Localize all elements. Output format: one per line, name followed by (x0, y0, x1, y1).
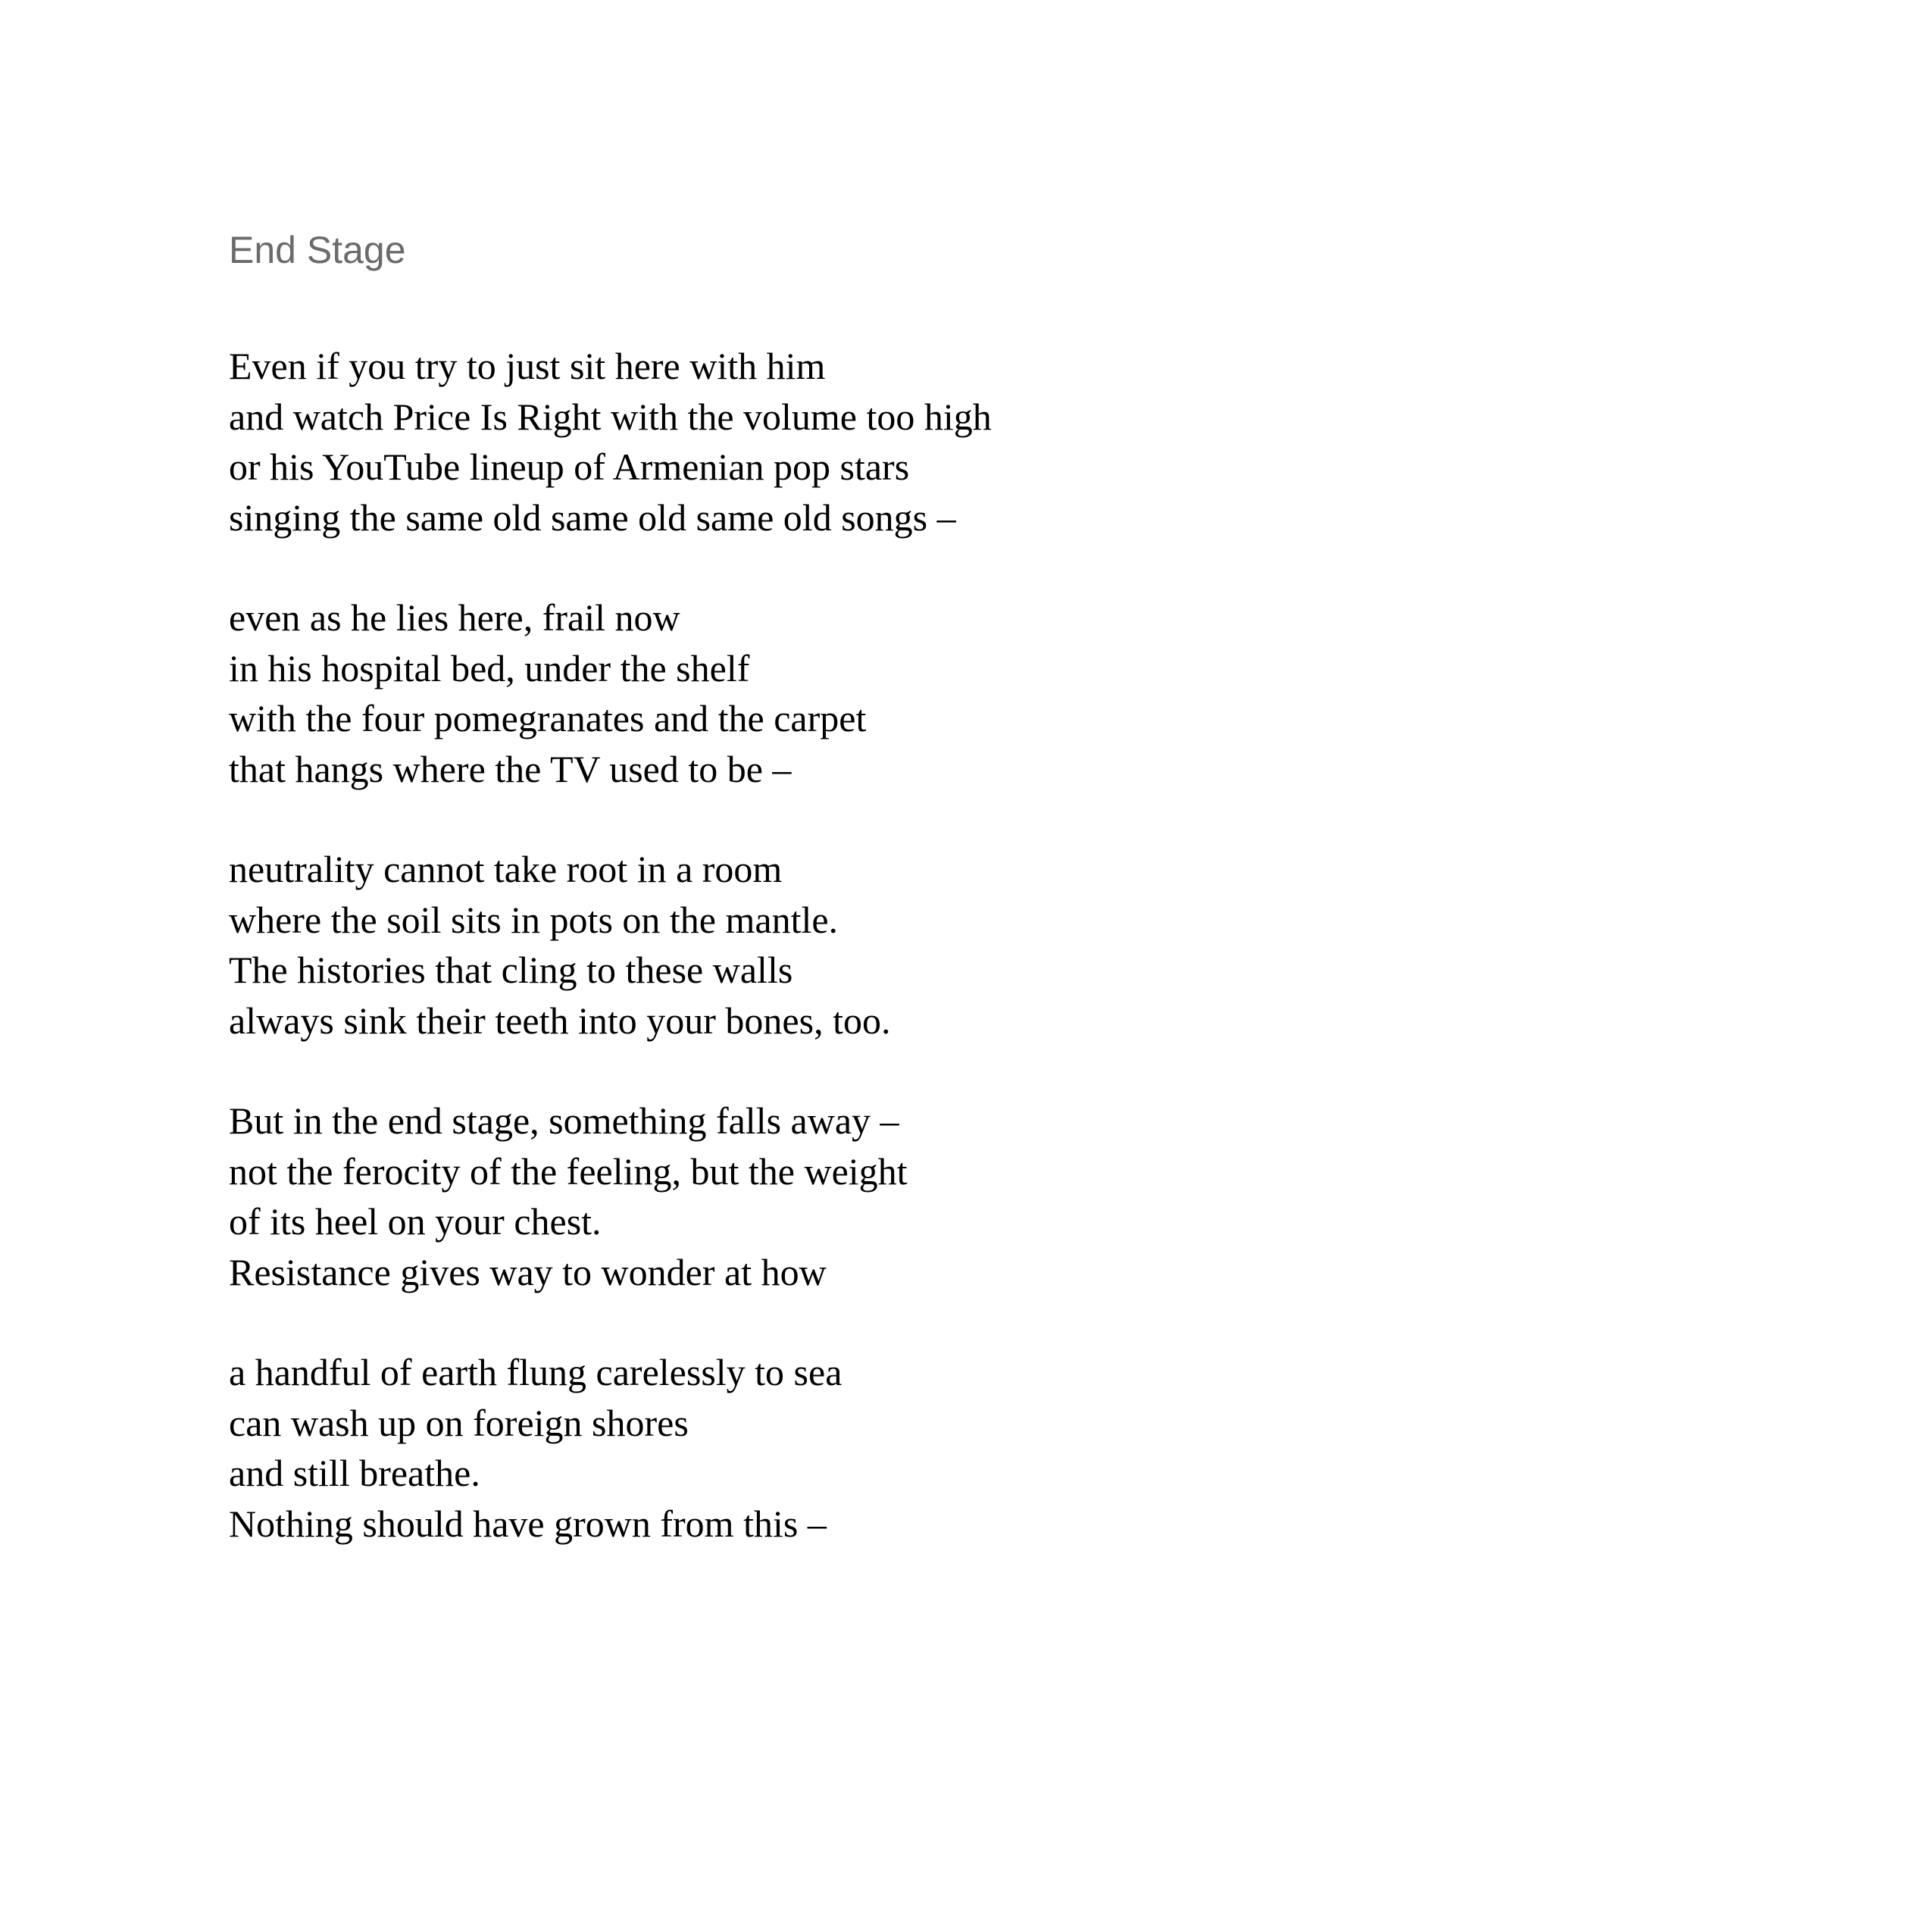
stanza-4 (229, 1096, 992, 1297)
stanza-5 (229, 1347, 992, 1549)
stanza-3 (229, 844, 992, 1046)
stanza-2 (229, 593, 992, 794)
poem-title: End Stage (229, 229, 406, 271)
stanza-1 (229, 341, 992, 543)
poem-line: or his YouTube lineup of Armenian pop stars (229, 446, 910, 488)
poem-body (229, 341, 992, 1599)
poem-line: Even if you try to just sit here with him (229, 345, 826, 387)
poem-line: even as he lies here, frail now (229, 596, 680, 639)
poem-line: neutrality cannot take root in a room (229, 848, 783, 890)
poem-line: not the ferocity of the feeling, but the weight (229, 1149, 908, 1193)
poem-line: with the four pomegranates and the carpet (229, 697, 867, 739)
poem-line: Nothing should have grown from this – (229, 1502, 827, 1545)
poem-line: and watch Price Is Right with the volume too high (229, 395, 992, 438)
poem-line: in his hospital bed, under the shelf (229, 646, 750, 689)
poem-line: where the soil sits in pots on the mantle. (229, 898, 839, 941)
poem-line: singing the same old same old same old songs – (229, 496, 956, 539)
poem-line: of its heel on your chest. (229, 1200, 602, 1243)
poem-line: always sink their teeth into your bones, too. (229, 999, 891, 1042)
poem-line: Resistance gives way to wonder at how (229, 1250, 827, 1293)
poem-line: can wash up on foreign shores (229, 1401, 689, 1444)
poem-line: But in the end stage, something falls away – (229, 1099, 899, 1142)
poem-line: that hangs where the TV used to be – (229, 747, 792, 790)
poem-line: and still breathe. (229, 1452, 480, 1494)
poem-line: The histories that cling to these walls (229, 949, 793, 991)
poem-line: a handful of earth flung carelessly to sea (229, 1351, 843, 1393)
